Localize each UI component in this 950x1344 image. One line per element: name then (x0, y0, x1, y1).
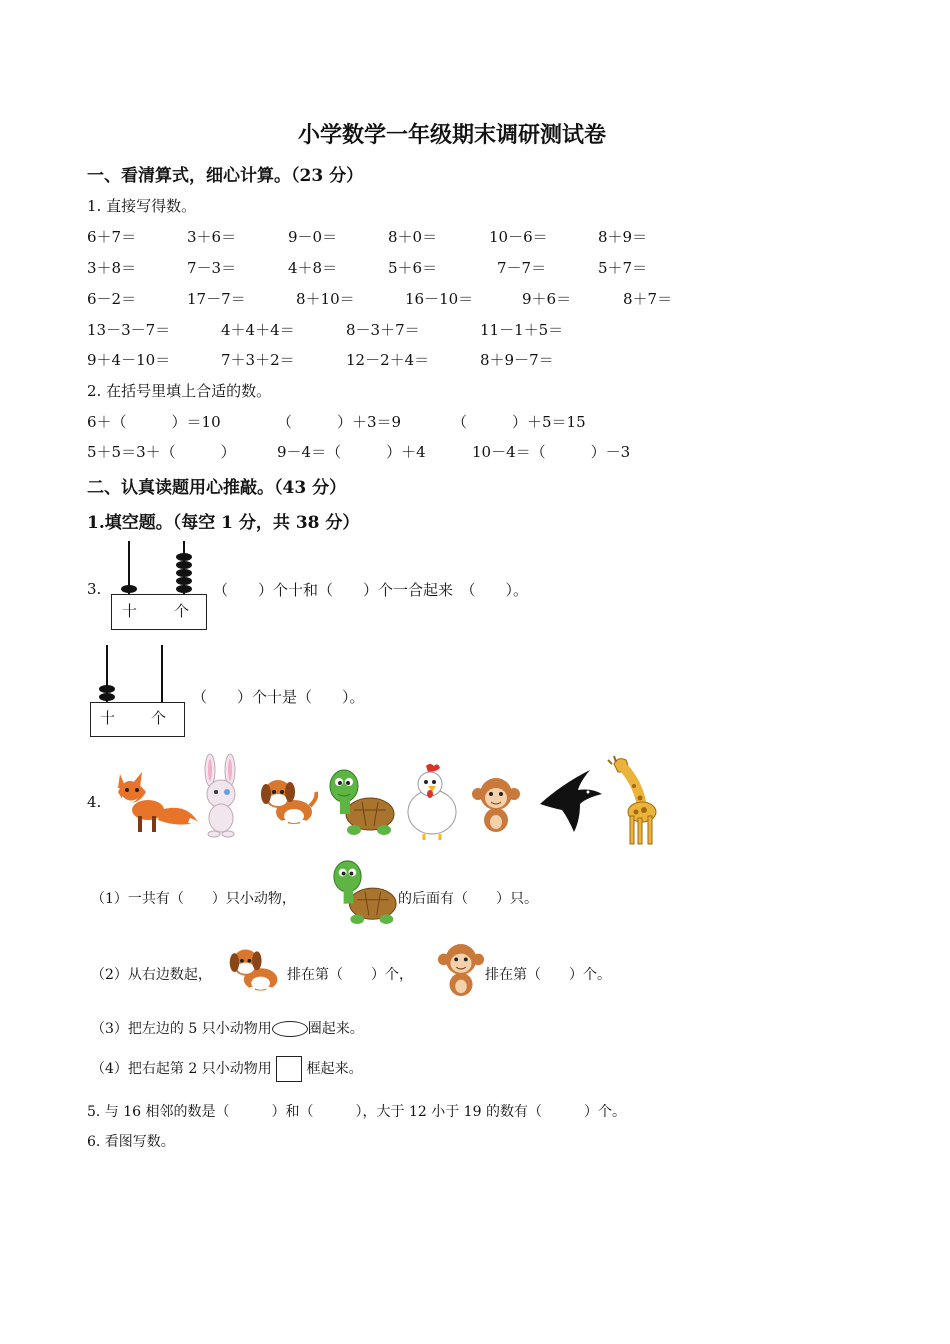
fill-blank: 10－4＝（ ）－3 (472, 443, 631, 461)
abacus-bead (176, 553, 192, 561)
equation: 8－3＋7＝ (346, 321, 420, 339)
section2-subheading: 1.填空题。（每空 1 分，共 38 分） (87, 513, 360, 533)
turtle-icon (330, 856, 400, 928)
giraffe-icon (604, 754, 662, 846)
abacus-bead (99, 693, 115, 701)
equation: 9＋4－10＝ (87, 351, 171, 369)
equation: 8＋9－7＝ (480, 351, 554, 369)
q5-text: 5. 与 16 相邻的数是（ ）和（ ），大于 12 小于 19 的数有（ ）个。 (87, 1104, 626, 1120)
equation: 7－7＝ (497, 259, 547, 277)
equation: 5＋6＝ (388, 259, 438, 277)
q4-part3-b: 圈起来。 (307, 1021, 364, 1037)
q2-label: 2. 在括号里填上合适的数。 (87, 382, 272, 400)
q4-part2-c: 排在第（ ）个。 (485, 967, 611, 983)
equation: 8＋0＝ (388, 228, 438, 246)
q4-part1-a: （1）一共有（ ）只小动物， (91, 891, 296, 907)
abacus-label-ones: 个 (174, 602, 190, 620)
fill-blank: （ ）＋3＝9 (277, 413, 402, 431)
equation: 11－1＋5＝ (480, 321, 564, 339)
q4-number: 4. (87, 793, 102, 811)
abacus-bead (176, 585, 192, 593)
chicken-icon (402, 762, 462, 840)
monkey-icon (470, 776, 522, 834)
equation: 9－0＝ (288, 228, 338, 246)
equation: 12－2＋4＝ (346, 351, 430, 369)
q6-text: 6. 看图写数。 (87, 1134, 175, 1150)
oval-icon (272, 1021, 308, 1037)
q1-label: 1. 直接写得数。 (87, 197, 197, 215)
abacus-bead (176, 577, 192, 585)
equation: 6－2＝ (87, 290, 137, 308)
fill-blank: 9－4＝（ ）＋4 (277, 443, 426, 461)
equation: 5＋7＝ (598, 259, 648, 277)
equation: 3＋8＝ (87, 259, 137, 277)
section2-heading: 二、认真读题用心推敲。（43 分） (87, 478, 347, 498)
fox-icon (108, 762, 200, 834)
q4-part4-a: （4）把右起第 2 只小动物用 (91, 1061, 272, 1077)
abacus-bead (176, 569, 192, 577)
abacus-label-ones: 个 (151, 709, 167, 727)
dog-icon (258, 772, 318, 834)
q4-part3-a: （3）把左边的 5 只小动物用 (91, 1021, 272, 1037)
q4-part2-a: （2）从右边数起， (91, 967, 212, 983)
q3-abacus2-question: （ ）个十是（ ）。 (192, 688, 365, 706)
fill-blank: （ ）＋5＝15 (452, 413, 586, 431)
dog-icon (226, 942, 284, 1000)
abacus-bead (176, 561, 192, 569)
turtle-icon (326, 766, 398, 838)
equation: 9＋6＝ (522, 290, 572, 308)
equation: 17－7＝ (187, 290, 246, 308)
equation: 16－10＝ (405, 290, 474, 308)
q4-part2-b: 排在第（ ）个， (287, 967, 413, 983)
swallow-icon (538, 764, 604, 834)
square-icon (276, 1056, 302, 1082)
equation: 8＋9＝ (598, 228, 648, 246)
q4-part1-b: 的后面有（ ）只。 (398, 891, 538, 907)
abacus-label-tens: 十 (100, 709, 116, 727)
fill-blank: 5＋5＝3＋（ ） (87, 443, 236, 461)
abacus-bead (121, 585, 137, 593)
equation: 10－6＝ (489, 228, 548, 246)
equation: 4＋4＋4＝ (221, 321, 295, 339)
equation: 7－3＝ (187, 259, 237, 277)
abacus-label-tens: 十 (122, 602, 138, 620)
equation: 7＋3＋2＝ (221, 351, 295, 369)
equation: 8＋10＝ (296, 290, 355, 308)
q4-part4-b: 框起来。 (306, 1061, 363, 1077)
q3-abacus1-question: （ ）个十和（ ）个一合起来 （ ）。 (213, 581, 529, 599)
section1-heading: 一、看清算式，细心计算。（23 分） (87, 166, 364, 186)
equation: 4＋8＝ (288, 259, 338, 277)
monkey-icon (436, 942, 486, 998)
equation: 8＋7＝ (623, 290, 673, 308)
equation: 13－3－7＝ (87, 321, 171, 339)
page-title: 小学数学一年级期末调研测试卷 (298, 122, 607, 148)
q4-part3 (91, 1018, 364, 1038)
equation: 6＋7＝ (87, 228, 137, 246)
q4-part4 (91, 1056, 363, 1082)
abacus-bead (99, 685, 115, 693)
rabbit-icon (196, 752, 246, 838)
equation: 3＋6＝ (187, 228, 237, 246)
abacus-rod-ones (161, 645, 163, 702)
fill-blank: 6＋（ ）＝10 (87, 413, 221, 431)
q3-number: 3. (87, 580, 102, 598)
